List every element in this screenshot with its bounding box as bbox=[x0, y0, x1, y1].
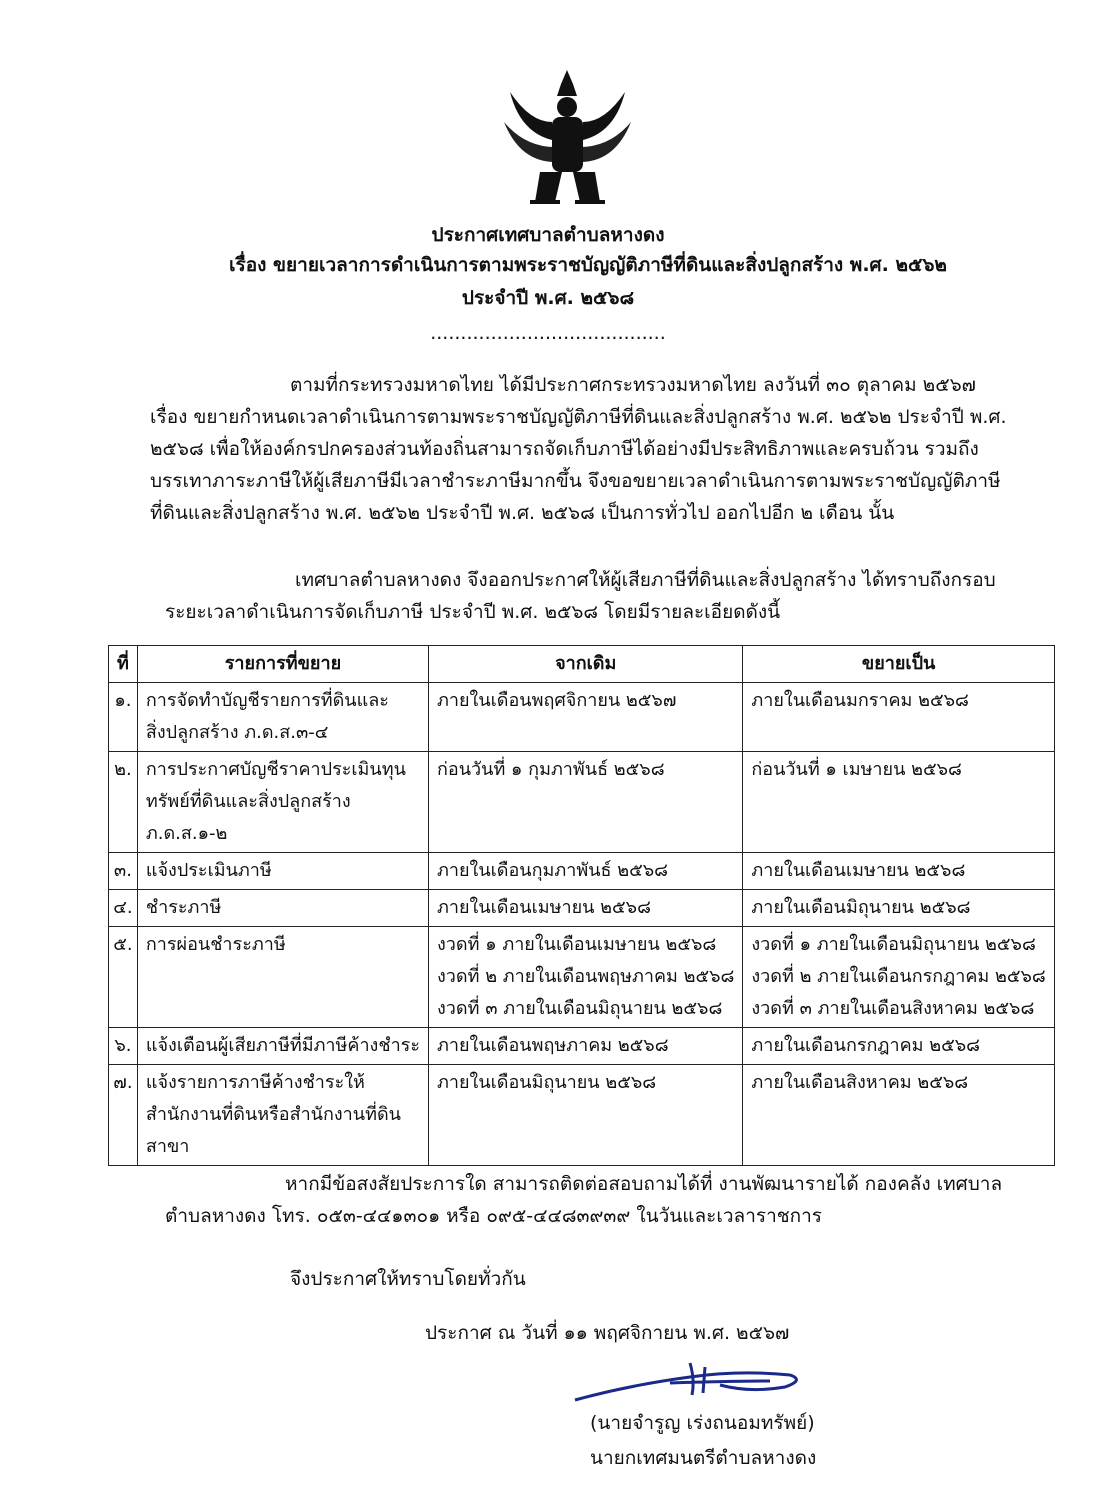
document-year: ประจำปี พ.ศ. ๒๕๖๘ bbox=[461, 287, 635, 309]
row-to bbox=[743, 853, 1054, 890]
row-item-line: แจ้งเตือนผู้เสียภาษีที่มีภาษีค้างชำระ bbox=[145, 1035, 421, 1056]
row-item bbox=[137, 927, 428, 1028]
paragraph-intro bbox=[150, 369, 1007, 529]
row-to-line: ภายในเดือนกรกฎาคม ๒๕๖๘ bbox=[751, 1035, 981, 1056]
row-to bbox=[743, 683, 1054, 752]
row-from bbox=[429, 1028, 743, 1065]
row-item-line: แจ้งรายการภาษีค้างชำระให้ bbox=[145, 1072, 365, 1093]
row-from bbox=[429, 683, 743, 752]
signature bbox=[570, 1355, 810, 1410]
document-subject: เรื่อง ขยายเวลาการดำเนินการตามพระราชบัญญัติภาษีที่ดินและสิ่งปลูกสร้าง พ.ศ. ๒๕๖๒ bbox=[229, 254, 947, 276]
row-item bbox=[137, 853, 428, 890]
row-to-line: งวดที่ ๓ ภายในเดือนสิงหาคม ๒๕๖๘ bbox=[751, 998, 1035, 1019]
header-to: ขยายเป็น bbox=[743, 646, 1054, 683]
row-from bbox=[429, 853, 743, 890]
table-row bbox=[109, 1065, 1055, 1166]
row-number: ๕. bbox=[109, 927, 138, 1028]
row-to-line: ภายในเดือนมกราคม ๒๕๖๘ bbox=[751, 690, 969, 711]
closing-text: จึงประกาศให้ทราบโดยทั่วกัน bbox=[290, 1268, 526, 1290]
row-to bbox=[743, 890, 1054, 927]
table-header-row bbox=[109, 646, 1055, 683]
table-row bbox=[109, 890, 1055, 927]
row-number: ๔. bbox=[109, 890, 138, 927]
paragraph-announcement bbox=[165, 564, 996, 628]
paragraph-line: บรรเทาภาระภาษีให้ผู้เสียภาษีมีเวลาชำระภาษีมากขึ้น จึงขอขยายเวลาดำเนินการตามพระราชบัญญัติภาษี bbox=[150, 470, 1001, 492]
row-from-line: ภายในเดือนเมษายน ๒๕๖๘ bbox=[437, 897, 651, 918]
row-number: ๖. bbox=[109, 1028, 138, 1065]
row-from-line: ก่อนวันที่ ๑ กุมภาพันธ์ ๒๕๖๘ bbox=[437, 759, 665, 780]
table-row bbox=[109, 1028, 1055, 1065]
row-to-line: ภายในเดือนเมษายน ๒๕๖๘ bbox=[751, 860, 966, 881]
header-no: ที่ bbox=[109, 646, 138, 683]
announcement-date: ประกาศ ณ วันที่ ๑๑ พฤศจิกายน พ.ศ. ๒๕๖๗ bbox=[425, 1322, 790, 1344]
row-from-line: ภายในเดือนกุมภาพันธ์ ๒๕๖๘ bbox=[437, 860, 669, 881]
row-to bbox=[743, 927, 1054, 1028]
row-to bbox=[743, 752, 1054, 853]
row-item-line: ภ.ด.ส.๑-๒ bbox=[145, 823, 228, 844]
row-item bbox=[137, 752, 428, 853]
header-item: รายการที่ขยาย bbox=[137, 646, 428, 683]
row-to bbox=[743, 1065, 1054, 1166]
row-to-line: ภายในเดือนมิถุนายน ๒๕๖๘ bbox=[751, 897, 971, 918]
paragraph-line: เทศบาลตำบลหางดง จึงออกประกาศให้ผู้เสียภาษีที่ดินและสิ่งปลูกสร้าง ได้ทราบถึงกรอบ bbox=[295, 569, 996, 591]
table-row bbox=[109, 683, 1055, 752]
row-from-line: ภายในเดือนพฤษภาคม ๒๕๖๘ bbox=[437, 1035, 669, 1056]
row-from bbox=[429, 752, 743, 853]
paragraph-line: ๒๕๖๘ เพื่อให้องค์กรปกครองส่วนท้องถิ่นสามารถจัดเก็บภาษีได้อย่างมีประสิทธิภาพและครบถ้วน รวมถึง bbox=[150, 438, 979, 460]
row-from-line: ภายในเดือนพฤศจิกายน ๒๕๖๗ bbox=[437, 690, 677, 711]
row-item bbox=[137, 890, 428, 927]
row-item-line: สำนักงานที่ดินหรือสำนักงานที่ดิน bbox=[145, 1104, 401, 1125]
row-from bbox=[429, 1065, 743, 1166]
row-item-line: การจัดทำบัญชีรายการที่ดินและ bbox=[145, 690, 389, 711]
row-number: ๓. bbox=[109, 853, 138, 890]
row-number: ๗. bbox=[109, 1065, 138, 1166]
signer-title: นายกเทศมนตรีตำบลหางดง bbox=[590, 1447, 817, 1469]
row-to-line: ก่อนวันที่ ๑ เมษายน ๒๕๖๘ bbox=[751, 759, 962, 780]
row-to-line: งวดที่ ๒ ภายในเดือนกรกฎาคม ๒๕๖๘ bbox=[751, 966, 1046, 987]
row-to-line: งวดที่ ๑ ภายในเดือนมิถุนายน ๒๕๖๘ bbox=[751, 934, 1036, 955]
paragraph-line: หากมีข้อสงสัยประการใด สามารถติดต่อสอบถามได้ที่ งานพัฒนารายได้ กองคลัง เทศบาล bbox=[285, 1173, 1003, 1195]
paragraph-line: ตำบลหางดง โทร. ๐๕๓-๔๔๑๓๐๑ หรือ ๐๙๕-๔๔๘๓๙๓๙ ในวันและเวลาราชการ bbox=[165, 1205, 823, 1227]
row-from bbox=[429, 890, 743, 927]
row-from-line: ภายในเดือนมิถุนายน ๒๕๖๘ bbox=[437, 1072, 657, 1093]
table-row bbox=[109, 752, 1055, 853]
paragraph-contact bbox=[165, 1168, 1002, 1232]
row-item-line: แจ้งประเมินภาษี bbox=[145, 860, 272, 881]
paragraph-line: ระยะเวลาดำเนินการจัดเก็บภาษี ประจำปี พ.ศ. ๒๕๖๘ โดยมีรายละเอียดดังนี้ bbox=[165, 601, 781, 623]
signer-name: (นายจำรูญ เร่งถนอมทรัพย์) bbox=[590, 1412, 815, 1434]
row-item-line: ชำระภาษี bbox=[145, 897, 222, 918]
row-number: ๑. bbox=[109, 683, 138, 752]
row-item-line: การผ่อนชำระภาษี bbox=[145, 934, 286, 955]
garuda-emblem bbox=[500, 62, 635, 212]
header-from: จากเดิม bbox=[429, 646, 743, 683]
row-item-line: การประกาศบัญชีราคาประเมินทุน bbox=[145, 759, 406, 780]
row-from-line: งวดที่ ๓ ภายในเดือนมิถุนายน ๒๕๖๘ bbox=[437, 998, 723, 1019]
row-to-line: ภายในเดือนสิงหาคม ๒๕๖๘ bbox=[751, 1072, 969, 1093]
row-item bbox=[137, 1028, 428, 1065]
schedule-table bbox=[108, 645, 1055, 1166]
row-item bbox=[137, 683, 428, 752]
row-from-line: งวดที่ ๑ ภายในเดือนเมษายน ๒๕๖๘ bbox=[437, 934, 717, 955]
row-number: ๒. bbox=[109, 752, 138, 853]
row-item bbox=[137, 1065, 428, 1166]
table-row bbox=[109, 853, 1055, 890]
paragraph-line: ตามที่กระทรวงมหาดไทย ได้มีประกาศกระทรวงมหาดไทย ลงวันที่ ๓๐ ตุลาคม ๒๕๖๗ bbox=[290, 374, 976, 396]
divider: ....................................... bbox=[430, 322, 666, 344]
table-row bbox=[109, 927, 1055, 1028]
row-item-line: ทรัพย์ที่ดินและสิ่งปลูกสร้าง bbox=[145, 791, 351, 812]
paragraph-line: เรื่อง ขยายกำหนดเวลาดำเนินการตามพระราชบัญญัติภาษีที่ดินและสิ่งปลูกสร้าง พ.ศ. ๒๕๖๒ ประจำปี พ.ศ. bbox=[150, 406, 1007, 428]
row-to bbox=[743, 1028, 1054, 1065]
row-item-line: สาขา bbox=[145, 1136, 190, 1157]
row-from bbox=[429, 927, 743, 1028]
row-item-line: สิ่งปลูกสร้าง ภ.ด.ส.๓-๔ bbox=[145, 722, 329, 743]
document-title: ประกาศเทศบาลตำบลหางดง bbox=[431, 224, 665, 246]
paragraph-line: ที่ดินและสิ่งปลูกสร้าง พ.ศ. ๒๕๖๒ ประจำปี พ.ศ. ๒๕๖๘ เป็นการทั่วไป ออกไปอีก ๒ เดือน นั้น bbox=[150, 502, 895, 524]
row-from-line: งวดที่ ๒ ภายในเดือนพฤษภาคม ๒๕๖๘ bbox=[437, 966, 735, 987]
